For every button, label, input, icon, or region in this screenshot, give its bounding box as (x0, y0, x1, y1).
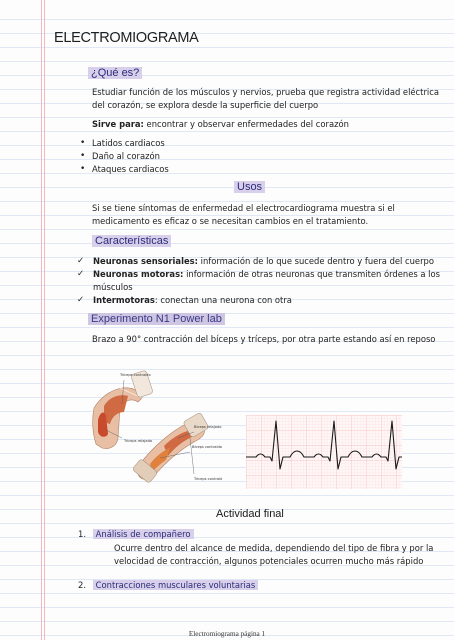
arm-label-2: Bíceps relajado (194, 425, 222, 429)
section-heading-caracteristicas: Características (92, 235, 171, 247)
arm-label-4: Tríceps contraído (194, 477, 222, 481)
section-heading-actividad-final: Actividad final (216, 508, 284, 520)
list-item: ✓ Neuronas motoras: información de otras neuronas que transmiten órdenes a los músculos (80, 268, 442, 294)
list-item: • Latidos cardiacos (80, 137, 380, 150)
actividad-item-2: 2. Contracciones musculares voluntarias (78, 579, 448, 592)
list-item: • Daño al corazón (80, 150, 380, 163)
que-es-list (80, 137, 380, 176)
section-heading-experimento: Experimento N1 Power lab (88, 313, 225, 325)
list-item: ✓ Intermotoras: conectan una neurona con otra (80, 294, 442, 307)
caracteristicas-list (80, 255, 442, 307)
que-es-description: Estudiar función de los músculos y nervios, prueba que registra actividad eléctrica del corazón, se explora desde la superficie del cuerpo (92, 87, 439, 110)
actividad-item-1-text: Ocurre dentro del alcance de medida, dependiendo del tipo de fibra y por la velocidad de contracción, algunos potenciales ocurren mucho más rápido (114, 543, 434, 566)
sirve-para-line: Sirve para: encontrar y observar enfermedades del corazón (92, 119, 349, 129)
arm-label-0: Tríceps contraído (120, 373, 151, 377)
section-heading-usos: Usos (234, 181, 265, 193)
list-item: ✓ Neuronas sensoriales: información de lo que sucede dentro y fuera del cuerpo (80, 255, 442, 268)
ecg-trace-svg (246, 415, 402, 489)
arm-label-1: Tríceps relajado (124, 439, 153, 443)
usos-text: Si se tiene síntomas de enfermedad el electrocardiograma muestra si el medicamento es eficaz o se necesitan cambios en el tratamiento. (92, 203, 395, 226)
arm-label-3: Bíceps contraído (192, 445, 222, 449)
list-item: • Ataques cardiacos (80, 163, 380, 176)
page-title: ELECTROMIOGRAMA (54, 30, 199, 46)
ecg-trace-figure (246, 415, 402, 489)
arm-muscles-illustration-svg (90, 368, 222, 492)
section-heading-que-es: ¿Qué es? (88, 67, 142, 79)
margin-line (44, 0, 45, 640)
page-footer: Electromiograma página 1 (188, 630, 266, 638)
margin-line (41, 0, 42, 640)
actividad-item-1: 1. Análisis de compañero (78, 528, 448, 541)
arm-muscles-illustration (90, 368, 222, 492)
experimento-text: Brazo a 90° contracción del bíceps y tríceps, por otra parte estando así en reposo (92, 334, 436, 344)
